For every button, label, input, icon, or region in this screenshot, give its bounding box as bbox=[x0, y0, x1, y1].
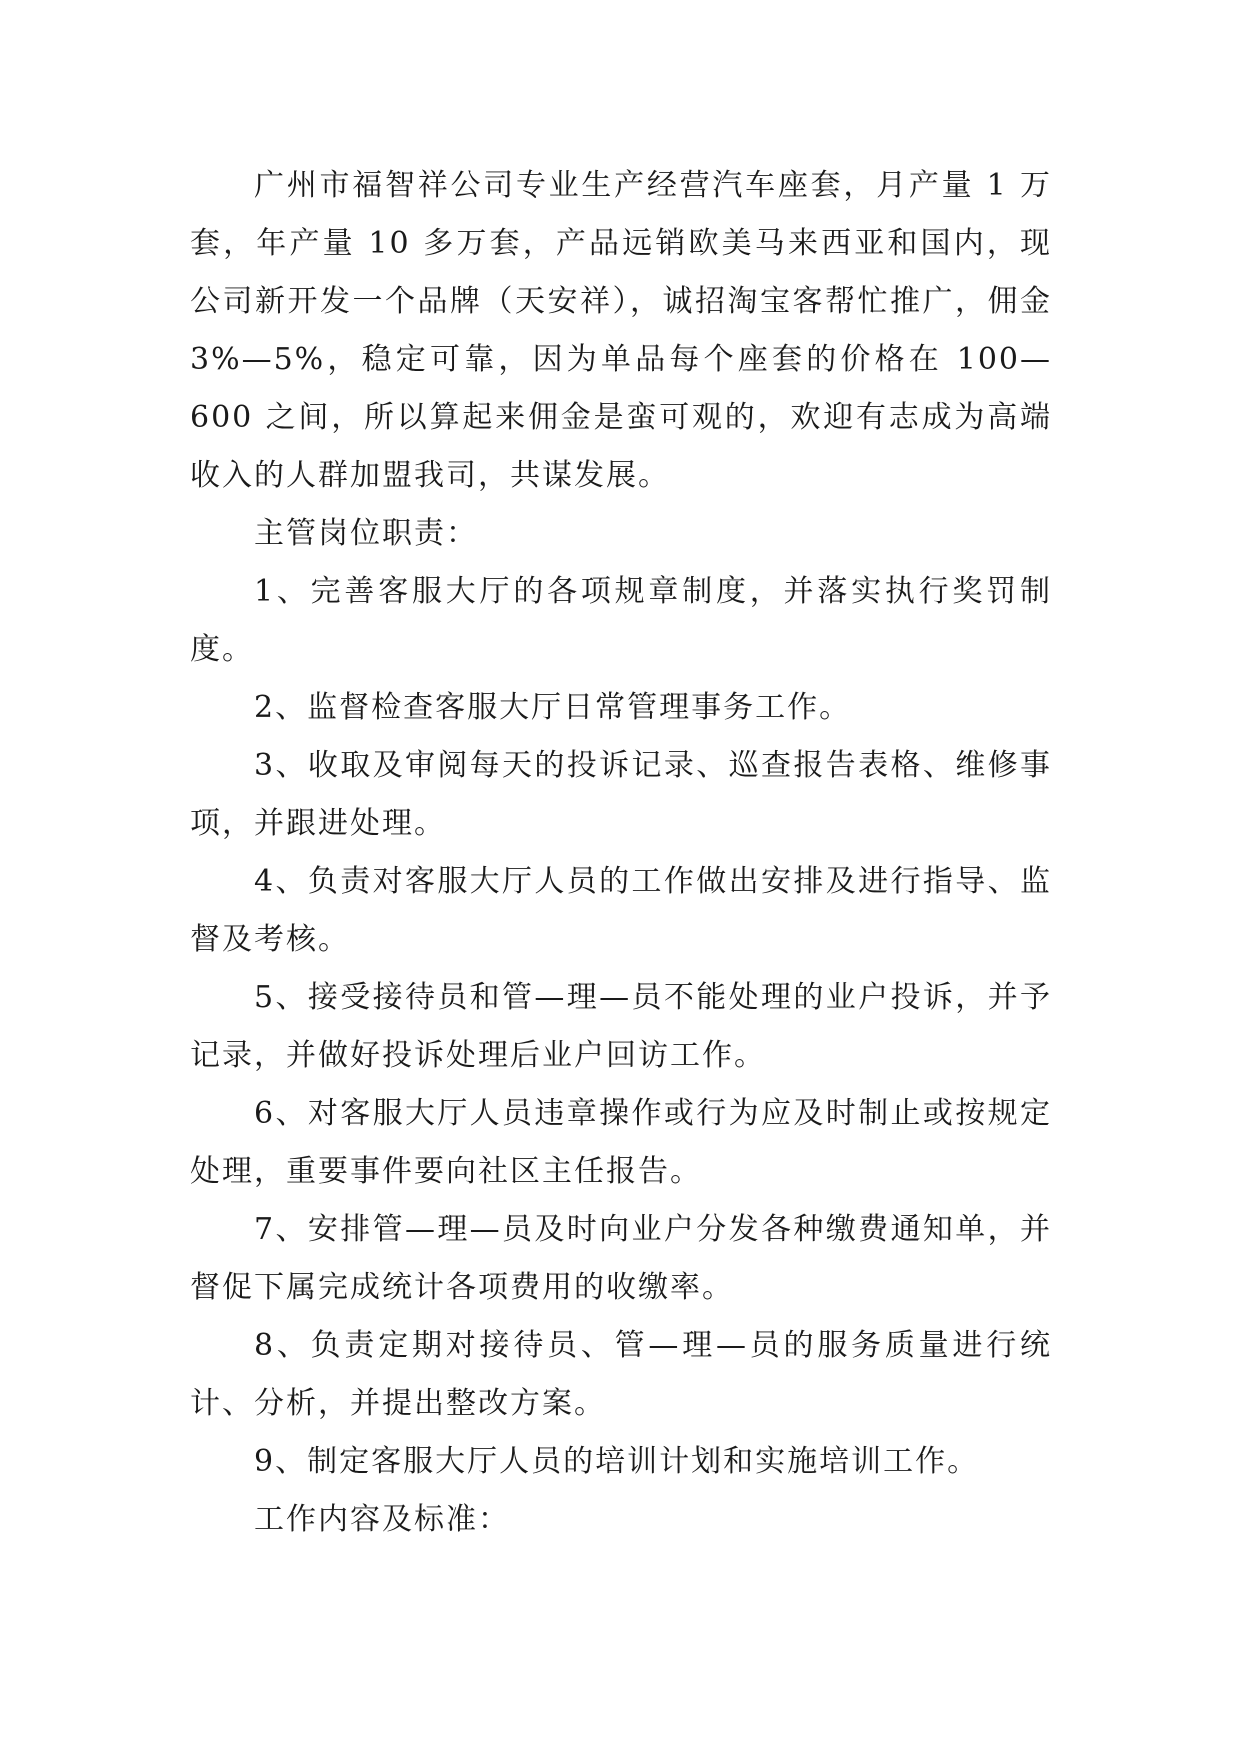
document-body bbox=[190, 157, 1052, 1549]
duty-item-5: 5、接受接待员和管—理—员不能处理的业户投诉，并予记录，并做好投诉处理后业户回访工作。 bbox=[190, 980, 1052, 1073]
duty-item-2: 2、监督检查客服大厅日常管理事务工作。 bbox=[254, 690, 852, 725]
duty-item-3: 3、收取及审阅每天的投诉记录、巡查报告表格、维修事项，并跟进处理。 bbox=[190, 748, 1052, 841]
duty-item-7: 7、安排管—理—员及时向业户分发各种缴费通知单，并督促下属完成统计各项费用的收缴率。 bbox=[190, 1212, 1052, 1305]
duty-item-8: 8、负责定期对接待员、管—理—员的服务质量进行统计、分析，并提出整改方案。 bbox=[190, 1328, 1052, 1421]
intro-paragraph: 广州市福智祥公司专业生产经营汽车座套，月产量 1 万套，年产量 10 多万套，产品远销欧美马来西亚和国内，现公司新开发一个品牌（天安祥），诚招淘宝客帮忙推广，佣金 3%—5%，稳定可靠，因为单品每个座套的价格在 100—600 之间，所以算起来佣金是蛮可观的，欢迎有志成为高端收入的人群加盟我司，共谋发展。 bbox=[190, 168, 1052, 493]
section-heading-duties: 主管岗位职责： bbox=[254, 516, 478, 551]
duty-item-4: 4、负责对客服大厅人员的工作做出安排及进行指导、监督及考核。 bbox=[190, 864, 1052, 957]
duty-item-1: 1、完善客服大厅的各项规章制度，并落实执行奖罚制度。 bbox=[190, 574, 1052, 667]
duty-item-9: 9、制定客服大厅人员的培训计划和实施培训工作。 bbox=[254, 1444, 980, 1479]
duty-item-6: 6、对客服大厅人员违章操作或行为应及时制止或按规定处理，重要事件要向社区主任报告。 bbox=[190, 1096, 1052, 1189]
section-heading-work-content: 工作内容及标准： bbox=[254, 1502, 510, 1537]
